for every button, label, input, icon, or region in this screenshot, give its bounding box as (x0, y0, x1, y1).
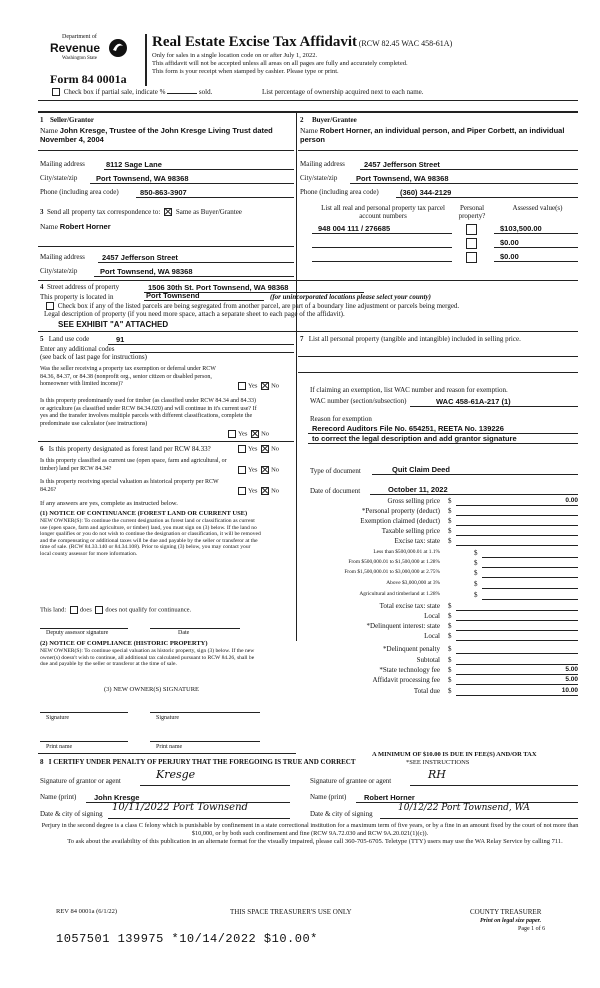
partial-sale-checkbox[interactable] (52, 88, 60, 96)
perjury-statement: Perjury in the second degree is a class C felony which is punishable by confinement in a state correctional institution for a maximum term of five years, or by a fine in an amount fixed by the court of not more than $10,000, or by both such confinement and fine (RCW 9A.72.030 and RCW 9A.20.021(1)(c)). (41, 822, 579, 837)
corr-name-label: Name (40, 222, 58, 231)
if-any-yes-note: If any answers are yes, complete as instructed below. (40, 500, 178, 507)
assessed-value-col-header: Assessed value(s) (512, 204, 563, 212)
tax-row-label: Affidavit processing fee (372, 676, 440, 684)
wac-number[interactable]: WAC 458-61A-217 (1) (436, 397, 511, 406)
form-title-row (152, 34, 452, 51)
correspondence-label: Send all property tax correspondence to: (47, 208, 161, 216)
tax-row-label: Excise tax: state (394, 537, 440, 545)
additional-codes-label: Enter any additional codes (40, 345, 115, 353)
personal-property-checkbox-3[interactable] (466, 252, 477, 263)
grantee-name-print-label: Name (print) (310, 793, 347, 801)
corr-name[interactable]: Robert Horner (59, 222, 111, 231)
page-number: Page 1 of 6 (518, 926, 546, 932)
tax-row-dollar-sign: $ (448, 602, 452, 610)
form-title: Real Estate Excise Tax Affidavit (152, 34, 357, 50)
seller-phone[interactable]: 850-863-3907 (140, 188, 187, 197)
tax-row-label: From $1,500,000.01 to $3,000,000 at 2.75% (344, 569, 440, 575)
cashier-stamp: 1057501 139975 *10/14/2022 $10.00* (56, 932, 318, 946)
seller-city-label: City/state/zip (40, 174, 78, 182)
exemption-no-label: No (271, 382, 280, 390)
tax-row-dollar-sign: $ (474, 549, 478, 557)
tax-row-line (456, 630, 578, 631)
certify-text: I CERTIFY UNDER PENALTY OF PERJURY THAT THE FOREGOING IS TRUE AND CORRECT (48, 758, 356, 766)
grantee-signature[interactable]: RH (428, 768, 446, 781)
seller-name-label: Name (40, 126, 58, 135)
buyer-name[interactable]: Robert Horner, an individual person, and Piper Corbett, an individual person (300, 126, 565, 144)
minimum-due-note: A MINIMUM OF $10.00 IS DUE IN FEE(S) AND/OR TAX (372, 751, 537, 758)
reason-label: Reason for exemption (310, 415, 372, 423)
exemption-claim-label: If claiming an exemption, list WAC number and reason for exemption. (310, 386, 508, 394)
tax-row-label: *Delinquent interest: state (366, 622, 440, 630)
tax-row-label: From $500,000.01 to $1,500,000 at 1.28% (348, 559, 440, 565)
section6-number: 6 (40, 445, 44, 453)
timber-question: Is this property predominantly used for timber (as classified under RCW 84.34 and 84.33) or agriculture (as classified under RCW 84.34.020) and will continue in it's current use? If yes and the transfer involves multiple parcels with different classifications, complete the predominate use calculator (see instructions) (40, 398, 257, 427)
timber-yes-no (226, 430, 269, 438)
tax-row-label: Exemption claimed (deduct) (360, 517, 440, 525)
tax-row-line (456, 640, 578, 641)
tax-row-dollar-sign: $ (474, 559, 478, 567)
parcel-col-header: List all real and personal property tax parcel account numbers (321, 204, 445, 220)
dor-logo (48, 34, 132, 76)
land-does-not-checkbox[interactable] (95, 606, 103, 614)
tax-row-label: *State technology fee (379, 666, 440, 674)
tax-row-value[interactable]: 10.00 (561, 687, 578, 694)
legal-paper-note: Print on legal size paper. (480, 918, 542, 924)
dor-emblem-icon (108, 38, 128, 58)
form-number: Form 84 0001a (50, 72, 127, 86)
seller-mailing[interactable]: 8112 Sage Lane (106, 160, 162, 169)
grantee-name-print[interactable]: Robert Horner (364, 793, 415, 802)
corr-city-label: City/state/zip (40, 267, 78, 275)
exemption-question: Was the seller receiving a property tax exemption or deferral under RCW 84.36, 84.37, or 84.38 (nonprofit org., senior citizen or disabled person, homeowner with limited income)? (40, 366, 216, 387)
tax-row-label: Above $3,000,000 at 3% (386, 580, 440, 586)
forest-no-label: No (271, 445, 280, 453)
historical-yes-checkbox[interactable] (238, 487, 246, 495)
exemption-reason-line-2[interactable]: to correct the legal description and add grantor signature (312, 434, 517, 443)
tax-row-label: Agricultural and timberland at 1.28% (359, 591, 440, 597)
tax-row-dollar-sign: $ (448, 612, 452, 620)
forest-question-row (40, 445, 211, 453)
seller-section-number: 1 (40, 116, 44, 124)
tax-row-label: Total excise tax: state (379, 602, 440, 610)
notice-compliance-title: (2) NOTICE OF COMPLIANCE (HISTORIC PROPERTY) (40, 640, 208, 647)
buyer-phone[interactable]: (360) 344-2129 (400, 188, 452, 197)
grantee-date-city-label: Date & city of signing (310, 810, 373, 818)
buyer-name-label: Name (300, 126, 318, 135)
forest-no-checkbox[interactable] (261, 445, 269, 453)
this-land-label: This land: (40, 606, 67, 614)
historical-question: Is this property receiving special valuation as historical property per RCW 84.26? (40, 479, 219, 493)
partial-sale-field[interactable] (167, 93, 197, 94)
personal-property-row (300, 335, 570, 343)
tax-row-line (482, 577, 578, 578)
forest-yes-no (236, 445, 279, 453)
personal-property-checkbox-1[interactable] (466, 224, 477, 235)
tax-row-label: Less than $500,000.01 at 1.1% (373, 549, 440, 555)
exemption-yes-label: Yes (248, 382, 258, 390)
buyer-section-number: 2 (300, 116, 304, 124)
located-in-value[interactable]: Port Townsend (146, 291, 200, 300)
tax-row-dollar-sign: $ (448, 645, 452, 653)
section4-number: 4 (40, 283, 44, 291)
section5-number: 5 (40, 335, 44, 343)
tax-row-dollar-sign: $ (474, 569, 478, 577)
parcel-number-1[interactable]: 948 004 111 / 276685 (318, 224, 391, 233)
wac-number-label: WAC number (section/subsection) (310, 397, 407, 405)
notice-compliance-text: NEW OWNER(S): To continue special valuation as historic property, sign (3) below. If the new owner(s) doesn't wish to continue, all additional tax calculated pursuant to RCW 84.26, shall be due and payable by the seller or transferor at the time of sale. (40, 648, 255, 668)
section3-number: 3 (40, 208, 44, 216)
current-use-yes-no (236, 466, 279, 474)
seller-mailing-row (40, 160, 85, 168)
see-back-note: (see back of last page for instructions) (40, 353, 147, 361)
partial-sale-row (50, 88, 212, 96)
same-as-buyer-checkbox[interactable] (164, 208, 172, 216)
tax-row-line (456, 610, 578, 611)
timber-yes-label: Yes (238, 430, 248, 438)
tax-row-line (456, 505, 578, 506)
legal-description-value[interactable]: SEE EXHIBIT "A" ATTACHED (58, 320, 169, 329)
new-owner-print-label-2: Print name (156, 744, 183, 750)
tax-row-line (456, 684, 578, 685)
deputy-signature-label: Deputy assessor signature (46, 630, 109, 636)
seller-name-row (40, 126, 290, 144)
see-instructions-note: *SEE INSTRUCTIONS (406, 759, 470, 766)
forest-yes-label: Yes (248, 445, 258, 453)
new-owner-print-label-1: Print name (46, 744, 73, 750)
assessed-value-2[interactable]: $0.00 (500, 238, 519, 247)
tax-row-dollar-sign: $ (448, 632, 452, 640)
partial-sold-label: sold. (198, 88, 213, 96)
tax-row-line (482, 557, 578, 558)
tax-row-dollar-sign: $ (448, 622, 452, 630)
section8-number: 8 (40, 758, 44, 766)
current-use-no-label: No (271, 466, 280, 474)
tax-row-dollar-sign: $ (448, 497, 452, 505)
this-land-row (40, 606, 191, 614)
tax-row-dollar-sign: $ (448, 537, 452, 545)
personal-property-checkbox-2[interactable] (466, 238, 477, 249)
tax-row-line (482, 599, 578, 600)
notice-continuance-title: (1) NOTICE OF CONTINUANCE (FOREST LAND OR CURRENT USE) (40, 510, 248, 517)
grantor-date-city-label: Date & city of signing (40, 810, 103, 818)
tax-row-value[interactable]: 0.00 (565, 497, 578, 504)
ownership-note: List percentage of ownership acquired next to each name. (262, 88, 424, 96)
tax-row-dollar-sign: $ (448, 507, 452, 515)
timber-no-checkbox[interactable] (251, 430, 259, 438)
corr-mailing-label: Mailing address (40, 253, 85, 261)
buyer-mailing[interactable]: 2457 Jefferson Street (364, 160, 440, 169)
new-owner-signature-label-2: Signature (156, 715, 179, 721)
located-in-label: This property is located in (40, 293, 114, 301)
seller-name[interactable]: John Kresge, Trustee of the John Kresge Living Trust dated November 4, 2004 (40, 126, 273, 144)
header-note-2: This affidavit will not be accepted unless all areas on all pages are fully and accurately completed. (152, 60, 408, 67)
historical-yes-label: Yes (248, 487, 258, 495)
correspondence-name-row (40, 222, 111, 231)
doc-type[interactable]: Quit Claim Deed (392, 465, 450, 474)
doc-date[interactable]: October 11, 2022 (388, 485, 448, 494)
buyer-city[interactable]: Port Townsend, WA 98368 (356, 174, 449, 183)
tax-row-label: Subtotal (416, 656, 440, 664)
grantor-name-print[interactable]: John Kresge (94, 793, 140, 802)
tax-row-dollar-sign: $ (448, 517, 452, 525)
tax-row-dollar-sign: $ (448, 666, 452, 674)
tax-row-label: Total due (413, 687, 440, 695)
land-does-checkbox[interactable] (70, 606, 78, 614)
buyer-phone-label: Phone (including area code) (300, 188, 379, 196)
tax-row-value[interactable]: 5.00 (565, 676, 578, 683)
land-use-label: Land use code (48, 335, 90, 343)
exemption-yes-checkbox[interactable] (238, 382, 246, 390)
tax-row-label: Taxable selling price (381, 527, 440, 535)
tax-row-label: Local (424, 612, 440, 620)
tax-row-line (482, 567, 578, 568)
historical-no-checkbox[interactable] (261, 487, 269, 495)
land-use-code[interactable]: 91 (116, 335, 125, 344)
grantor-signature-label: Signature of grantor or agent (40, 777, 121, 785)
seller-heading: Seller/Grantor (50, 116, 94, 124)
tax-row-label: *Delinquent penalty (383, 645, 440, 653)
timber-yes-checkbox[interactable] (228, 430, 236, 438)
exemption-no-checkbox[interactable] (261, 382, 269, 390)
form-title-rcw: (RCW 82.45 WAC 458-61A) (358, 39, 453, 48)
section7-number: 7 (300, 335, 304, 343)
tax-row-label: Gross selling price (387, 497, 440, 505)
timber-no-label: No (261, 430, 270, 438)
current-use-yes-checkbox[interactable] (238, 466, 246, 474)
logo-dept-line: Department of (62, 34, 97, 40)
notice-continuance-text: NEW OWNER(S): To continue the current designation as forest land or classification as current use (open space, farm and agriculture, or timber) land, you must sign on (3) below. If the land no longer qualifies or you do not wish to continue the designation or classification, it will be removed and the compensating or additional taxes will be due and payable by the seller or transferor at the time of sale. (RCW 84.33.140 or 84.34.108). Prior to signing (3) below, you may contact your local county assessor for more information. (40, 518, 261, 557)
doc-type-label: Type of document (310, 467, 361, 475)
buyer-mailing-label: Mailing address (300, 160, 345, 168)
deputy-date-label: Date (178, 630, 190, 636)
forest-yes-checkbox[interactable] (238, 445, 246, 453)
tax-row-dollar-sign: $ (448, 527, 452, 535)
current-use-question: Is this property classified as current use (open space, farm and agricultural, or timber) land per RCW 84.34? (40, 458, 227, 472)
historical-yes-no (236, 487, 279, 495)
tax-row-line (456, 653, 578, 654)
exemption-yes-no (236, 382, 279, 390)
tax-row-line (456, 674, 578, 675)
county-treasurer-label: COUNTY TREASURER (470, 908, 542, 916)
seller-mailing-label: Mailing address (40, 160, 85, 168)
current-use-yes-label: Yes (248, 466, 258, 474)
tax-row-dollar-sign: $ (448, 656, 452, 664)
assessed-value-1[interactable]: $103,500.00 (500, 224, 542, 233)
grantor-name-print-label: Name (print) (40, 793, 77, 801)
new-owner-signature-label-1: Signature (46, 715, 69, 721)
current-use-no-checkbox[interactable] (261, 466, 269, 474)
grantee-date-city[interactable]: 10/12/22 Port Townsend, WA (398, 803, 530, 813)
new-owner-signature-heading: (3) NEW OWNER(S) SIGNATURE (104, 686, 200, 693)
grantee-signature-label: Signature of grantee or agent (310, 777, 392, 785)
tax-row-line (456, 525, 578, 526)
grantor-date-city[interactable]: 10/11/2022 Port Townsend (112, 802, 248, 813)
tax-row-dollar-sign: $ (448, 676, 452, 684)
unincorporated-note: (for unincorporated locations please select your county) (270, 293, 431, 301)
tax-row-label: Local (424, 632, 440, 640)
tax-row-line (456, 545, 578, 546)
historical-no-label: No (271, 487, 280, 495)
certify-row (40, 758, 356, 766)
personal-property-label: List all personal property (tangible and intangible) included in selling price. (308, 335, 521, 343)
land-does-label: does (79, 606, 92, 614)
forest-question: Is this property designated as forest land per RCW 84.33? (48, 445, 211, 453)
header-note-1: Only for sales in a single location code on or after July 1, 2022. (152, 52, 318, 59)
revision-label: REV 84 0001a (6/1/22) (56, 908, 118, 915)
tax-row-dollar-sign: $ (474, 591, 478, 599)
street-address[interactable]: 1506 30th St. Port Townsend, WA 98368 (148, 283, 289, 292)
land-use-row (40, 335, 89, 343)
land-does-not-label: does not qualify for continuance. (105, 606, 192, 614)
street-address-label: Street address of property (47, 283, 120, 291)
correspondence-row (40, 208, 242, 216)
assessed-value-3[interactable]: $0.00 (500, 252, 519, 261)
buyer-heading: Buyer/Grantee (312, 116, 357, 124)
logo-revenue: Revenue (50, 41, 101, 55)
tax-row-line (482, 588, 578, 589)
tax-row-line (456, 620, 578, 621)
same-as-buyer-label: Same as Buyer/Grantee (175, 208, 242, 216)
buyer-city-label: City/state/zip (300, 174, 338, 182)
exemption-reason-line-1[interactable]: Rerecord Auditors File No. 654251, REETA No. 139226 (312, 424, 504, 433)
alternate-format-note: To ask about the availability of this publication in an alternate format for the visually impaired, please call 360-705-6705. Teletype (TTY) users may use the WA Relay Service by calling 711. (67, 838, 563, 845)
personal-property-col-header: Personal property? (458, 204, 486, 220)
tax-row-value[interactable]: 5.00 (565, 666, 578, 673)
seller-city[interactable]: Port Townsend, WA 98368 (96, 174, 189, 183)
corr-mailing[interactable]: 2457 Jefferson Street (102, 253, 178, 262)
grantor-signature[interactable]: Kresge (156, 768, 196, 781)
corr-city[interactable]: Port Townsend, WA 98368 (100, 267, 193, 276)
tax-row-line (456, 664, 578, 665)
doc-date-label: Date of document (310, 487, 361, 495)
tax-row-line (456, 535, 578, 536)
partial-sale-label: Check box if partial sale, indicate % (63, 88, 166, 96)
seller-phone-label: Phone (including area code) (40, 188, 119, 196)
tax-row-label: *Personal property (deduct) (361, 507, 440, 515)
tax-row-dollar-sign: $ (474, 580, 478, 588)
tax-row-line (456, 695, 578, 696)
street-address-row (40, 283, 119, 291)
legal-description-label: Legal description of property (if you need more space, attach a separate sheet to each page of the affidavit). (44, 310, 345, 318)
tax-row-dollar-sign: $ (448, 687, 452, 695)
header-note-3: This form is your receipt when stamped by cashier. Please type or print. (152, 68, 339, 75)
tax-row-line (456, 515, 578, 516)
logo-state: Washington State (62, 56, 98, 61)
treasurer-space-label: THIS SPACE TREASURER'S USE ONLY (230, 908, 352, 916)
segregated-label: Check box if any of the listed parcels are being segregated from another parcel, are part of a boundary line adjustment or parcels being merged. (57, 302, 460, 310)
buyer-name-row (300, 126, 570, 144)
